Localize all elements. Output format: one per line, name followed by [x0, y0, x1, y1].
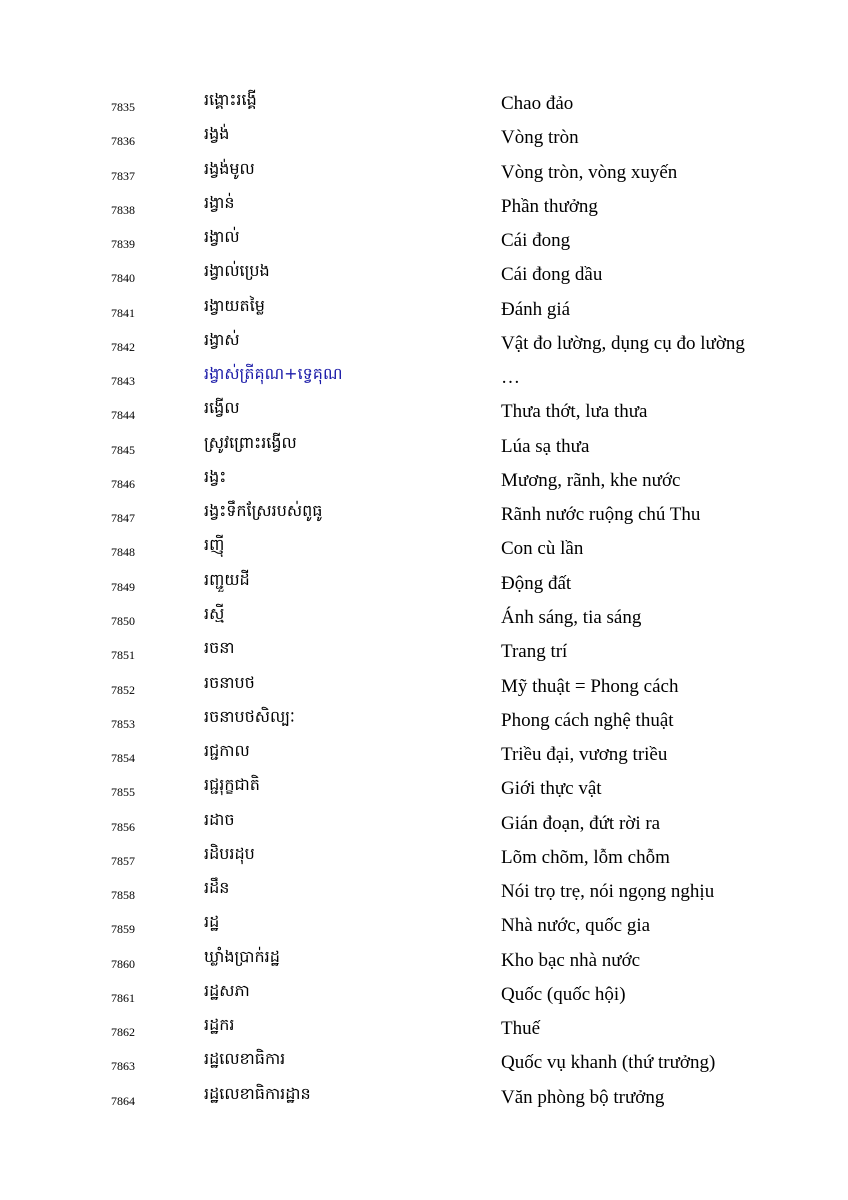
vietnamese-translation: Vòng tròn, vòng xuyến — [501, 161, 678, 183]
khmer-term: រង្វង់មូល — [204, 158, 255, 178]
khmer-term: រដ្ឋលេខាធិការដ្ឋាន — [204, 1083, 311, 1103]
entry-row — [0, 120, 848, 154]
entry-row — [0, 806, 848, 840]
vietnamese-translation: Rãnh nước ruộng chú Thu — [501, 504, 701, 526]
vietnamese-translation: Trang trí — [501, 641, 568, 663]
entry-number: 7845 — [111, 442, 135, 457]
entry-row — [0, 463, 848, 497]
vietnamese-translation: Con cù lần — [501, 538, 584, 560]
entry-number: 7847 — [111, 511, 135, 526]
vietnamese-translation: Nói trọ trẹ, nói ngọng nghịu — [501, 881, 715, 903]
entry-number: 7843 — [111, 374, 135, 389]
entry-number: 7849 — [111, 579, 135, 594]
khmer-term: រស្មី — [204, 603, 225, 623]
khmer-term: រង្គោះរង្គើ — [204, 90, 257, 109]
entry-row — [0, 257, 848, 291]
khmer-term: រង្វើល — [204, 398, 240, 418]
khmer-term: ស្រូវព្រោះរង្វើល — [204, 432, 297, 452]
entry-row — [0, 566, 848, 600]
khmer-term: រដ្ឋ — [204, 912, 220, 932]
vietnamese-translation: Nhà nước, quốc gia — [501, 915, 651, 937]
entry-row — [0, 1011, 848, 1045]
vietnamese-translation: Quốc vụ khanh (thứ trưởng) — [501, 1052, 716, 1074]
entry-row — [0, 943, 848, 977]
khmer-term: រជ្ជកាល — [204, 741, 250, 761]
entry-row — [0, 531, 848, 565]
vietnamese-translation: Chao đảo — [501, 93, 574, 114]
khmer-term: រង្វង់ — [204, 124, 230, 144]
entry-row — [0, 394, 848, 428]
khmer-term: រញ៉ី — [204, 535, 225, 555]
khmer-term: រង្វាល់ — [204, 227, 240, 247]
entry-row — [0, 497, 848, 531]
entry-row — [0, 326, 848, 360]
entry-number: 7841 — [111, 305, 135, 320]
vietnamese-translation: Văn phòng bộ trưởng — [501, 1086, 665, 1108]
entry-row — [0, 1045, 848, 1079]
entry-number: 7839 — [111, 237, 135, 252]
entry-number: 7855 — [111, 785, 135, 800]
entry-list — [0, 86, 848, 1114]
entry-row — [0, 600, 848, 634]
entry-row — [0, 189, 848, 223]
entry-number: 7861 — [111, 990, 135, 1005]
vietnamese-translation: Động đất — [501, 572, 572, 594]
entry-row — [0, 223, 848, 257]
khmer-term: រចនាបថសិល្បៈ — [204, 706, 295, 726]
entry-number: 7838 — [111, 202, 135, 217]
khmer-term: រង្វាន់ — [204, 192, 235, 212]
entry-number: 7862 — [111, 1025, 135, 1040]
khmer-term: រចនា — [204, 638, 235, 658]
vietnamese-translation: Ánh sáng, tia sáng — [501, 606, 642, 628]
khmer-term: រដិបរដុប — [204, 843, 255, 863]
entry-row — [0, 1080, 848, 1114]
entry-row — [0, 429, 848, 463]
entry-number: 7858 — [111, 888, 135, 903]
vietnamese-translation: Phong cách nghệ thuật — [501, 709, 674, 731]
entry-number: 7857 — [111, 853, 135, 868]
khmer-term: រដ្ឋករ — [204, 1015, 235, 1035]
entry-row — [0, 840, 848, 874]
khmer-term: រង្វាល់ប្រេង — [204, 261, 270, 281]
entry-number: 7836 — [111, 134, 135, 149]
entry-number: 7852 — [111, 682, 135, 697]
khmer-term: ឃ្លាំងប្រាក់រដ្ឋ — [204, 946, 280, 966]
khmer-term: រដឹន — [204, 878, 230, 898]
vietnamese-translation: Vật đo lường, dụng cụ đo lường — [501, 332, 745, 354]
khmer-term: រង្វះ — [204, 466, 227, 486]
entry-number: 7851 — [111, 648, 135, 663]
khmer-term: រដ្ឋសភា — [204, 980, 250, 1000]
entry-number: 7848 — [111, 545, 135, 560]
entry-number: 7850 — [111, 613, 135, 628]
entry-number: 7846 — [111, 476, 135, 491]
entry-row — [0, 703, 848, 737]
vietnamese-translation: Thưa thớt, lưa thưa — [501, 401, 648, 423]
vietnamese-translation: Giới thực vật — [501, 778, 602, 800]
vietnamese-translation: Lúa sạ thưa — [501, 435, 590, 457]
vietnamese-translation: Vòng tròn — [501, 127, 579, 149]
vietnamese-translation: Gián đoạn, đứt rời ra — [501, 812, 661, 834]
vietnamese-translation: Lõm chõm, lỗm chỗm — [501, 846, 670, 868]
entry-number: 7863 — [111, 1059, 135, 1074]
vietnamese-translation: … — [501, 367, 520, 389]
khmer-term: រង្វាស់ — [204, 329, 240, 349]
entry-number: 7864 — [111, 1093, 135, 1108]
khmer-term: រញ្ជួយដី — [204, 569, 250, 589]
khmer-term: រង្វាយតម្លៃ — [204, 295, 265, 315]
vietnamese-translation: Quốc (quốc hội) — [501, 983, 626, 1005]
entry-number: 7835 — [111, 100, 135, 114]
vietnamese-translation: Mỹ thuật = Phong cách — [501, 675, 679, 697]
khmer-term: រដាច — [204, 809, 235, 829]
entry-row — [0, 155, 848, 189]
entry-row — [0, 669, 848, 703]
entry-number: 7837 — [111, 168, 135, 183]
entry-number: 7859 — [111, 922, 135, 937]
vietnamese-translation: Cái đong dầu — [501, 264, 603, 286]
khmer-term: រជ្ជរុក្ខជាតិ — [204, 775, 260, 795]
entry-number: 7842 — [111, 339, 135, 354]
entry-row — [0, 908, 848, 942]
khmer-term: រដ្ឋលេខាធិការ — [204, 1049, 286, 1069]
entry-row — [0, 771, 848, 805]
vietnamese-translation: Cái đong — [501, 230, 571, 252]
vietnamese-translation: Đánh giá — [501, 298, 571, 320]
vietnamese-translation: Phần thưởng — [501, 195, 598, 217]
vietnamese-translation: Mương, rãnh, khe nước — [501, 469, 681, 491]
khmer-term: រង្វះទឹកស្រែរបស់ពូធូ — [204, 501, 323, 521]
vietnamese-translation: Thuế — [501, 1018, 541, 1040]
khmer-term: រចនាបថ — [204, 672, 255, 692]
entry-row — [0, 874, 848, 908]
entry-row — [0, 737, 848, 771]
entry-number: 7854 — [111, 751, 135, 766]
entry-number: 7853 — [111, 716, 135, 731]
entry-row — [0, 634, 848, 668]
vietnamese-translation: Kho bạc nhà nước — [501, 949, 641, 971]
khmer-term: រង្វាស់ត្រីគុណ+ទ្វេគុណ — [204, 364, 343, 384]
vietnamese-translation: Triều đại, vương triều — [501, 744, 668, 766]
entry-row — [0, 360, 848, 394]
entry-number: 7856 — [111, 819, 135, 834]
entry-row — [0, 977, 848, 1011]
entry-row — [0, 292, 848, 326]
entry-number: 7860 — [111, 956, 135, 971]
entry-number: 7844 — [111, 408, 135, 423]
entry-row — [0, 86, 848, 120]
entry-number: 7840 — [111, 271, 135, 286]
